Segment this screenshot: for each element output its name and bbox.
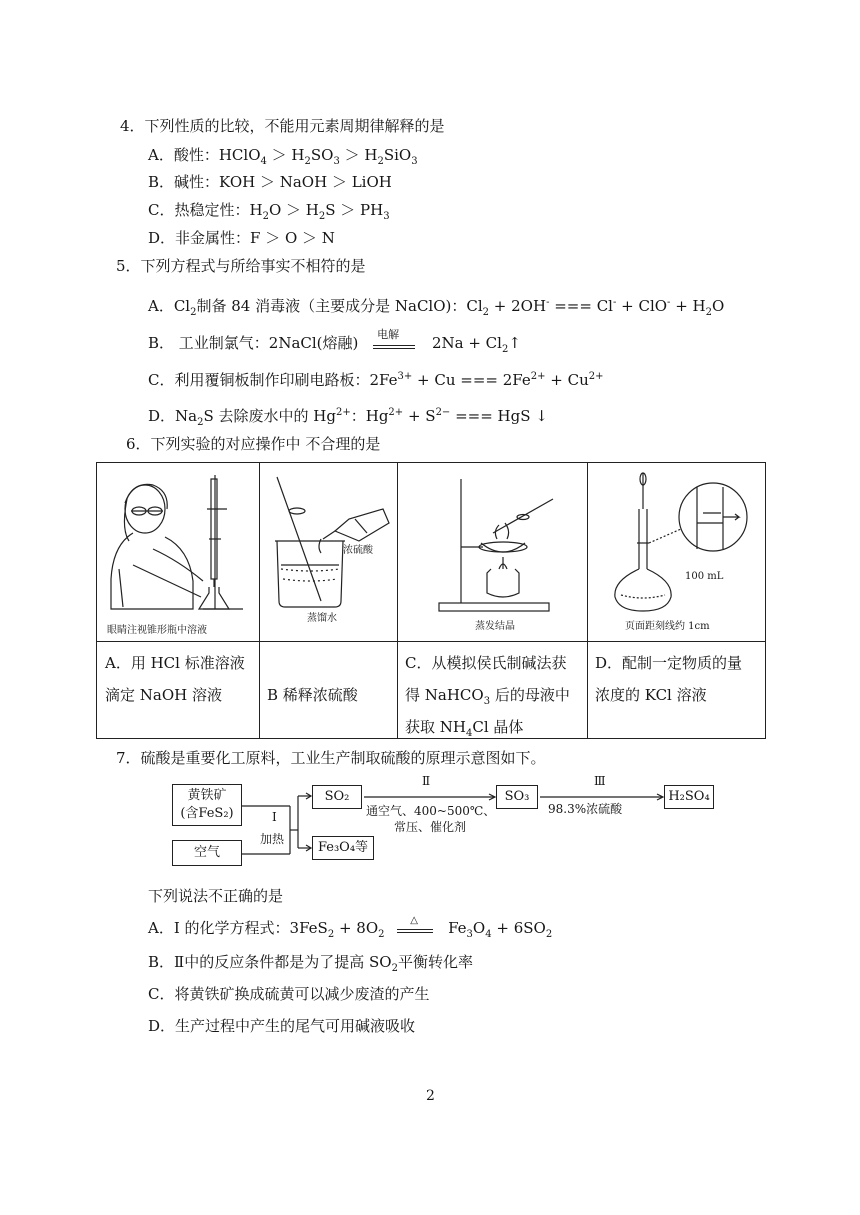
- table-divider: [259, 463, 260, 738]
- dilution-illustration: [263, 469, 393, 629]
- electrolysis-arrow: 电解: [371, 334, 419, 354]
- flow-step-2-condition-1: 通空气、400~500℃、: [366, 804, 496, 818]
- q6-option-d: D．配制一定物质的量 浓度的 KCl 溶液: [595, 654, 743, 704]
- caption-evaporation: 蒸发结晶: [475, 621, 515, 632]
- flow-step-3: Ⅲ: [594, 774, 606, 788]
- flow-step-1-condition: 加热: [260, 832, 285, 846]
- q7-option-c: C．将黄铁矿换成硫黄可以减少废渣的产生: [148, 985, 430, 1003]
- caption-conc-sulfuric-acid: 浓硫酸: [343, 545, 373, 556]
- flow-box-pyrite: 黄铁矿 (含FeS₂): [172, 784, 242, 826]
- evaporation-illustration: [403, 469, 583, 619]
- q4-stem: 4．下列性质的比较，不能用元素周期律解释的是: [120, 117, 445, 135]
- flow-box-so2: SO₂: [312, 785, 362, 809]
- flow-step-1: I: [272, 810, 277, 824]
- q6-option-a: A．用 HCl 标准溶液 滴定 NaOH 溶液: [105, 654, 245, 704]
- q6-option-c: C．从模拟侯氏制碱法获 得 NaHCO$_3$ 后的母液中 获取 $NH_4Cl$ 晶体: [405, 654, 570, 739]
- flow-arrows: [240, 780, 720, 870]
- flow-box-air: 空气: [172, 840, 242, 866]
- titration-illustration: [103, 469, 253, 619]
- q7-option-b: B．Ⅱ中的反应条件都是为了提高 $SO_2$平衡转化率: [148, 953, 473, 974]
- table-divider: [397, 463, 398, 738]
- caption-distilled-water: 蒸馏水: [307, 613, 337, 624]
- flow-box-h2so4: H₂SO₄: [664, 785, 714, 809]
- q6-table: [96, 462, 766, 739]
- caption-100ml: 100 mL: [685, 571, 724, 582]
- table-divider: [97, 641, 765, 642]
- flow-step-2-condition-2: 常压、催化剂: [394, 820, 467, 834]
- q6-option-b: B 稀释浓硫酸: [267, 686, 358, 704]
- q4-option-d: D．非金属性：F ＞ O ＞ N: [148, 229, 335, 247]
- flow-box-so3: SO₃: [496, 785, 538, 809]
- flow-step-2: Ⅱ: [422, 774, 431, 788]
- q6-stem: 6．下列实验的对应操作中 不合理的是: [126, 435, 381, 453]
- q5-option-c: C．利用覆铜板制作印刷电路板：$2Fe^{3+} + Cu$ === $2Fe^{2+} + Cu^{2+}$: [148, 371, 604, 389]
- volumetric-flask-illustration: [591, 469, 763, 619]
- page-number: 2: [426, 1088, 435, 1104]
- q4-option-c: C．热稳定性：$H_2O > H_2S > PH_3$: [148, 201, 390, 222]
- q5-stem: 5．下列方程式与所给事实不相符的是: [116, 257, 366, 275]
- table-divider: [587, 463, 588, 738]
- flow-step-3-condition: 98.3%浓硫酸: [548, 802, 623, 816]
- caption-distance-to-mark: 页面距刻线约 1cm: [625, 621, 710, 632]
- q5-option-b: B． 工业制氯气：2NaCl(熔融) 电解 $2Na + Cl_2↑$: [148, 328, 521, 355]
- q7-stem: 7．硫酸是重要化工原料，工业生产制取硫酸的原理示意图如下。: [116, 749, 546, 767]
- q4-option-b: B．碱性：KOH ＞ NaOH ＞ LiOH: [148, 173, 392, 191]
- flow-box-fe3o4: Fe₃O₄等: [312, 836, 374, 860]
- caption-titration: 眼睛注视锥形瓶中溶液: [107, 625, 207, 636]
- q7-option-d: D．生产过程中产生的尾气可用碱液吸收: [148, 1017, 416, 1035]
- q4-option-a: A．酸性：HClO$_4$ ＞ $H_2SO_3 > H_2SiO_3$: [148, 146, 418, 167]
- q7-question: 下列说法不正确的是: [148, 887, 284, 905]
- q5-option-d: D．$Na_2S$ 去除废水中的 $Hg^{2+}$：$Hg^{2+} + S^{2-}$ === HgS ↓: [148, 407, 548, 428]
- heating-arrow: △: [395, 919, 437, 939]
- q7-option-a: A．I 的化学方程式：$3FeS_2 + 8O_2$ △ $Fe_3O_4 + 6SO_2$: [148, 915, 553, 940]
- q5-option-a: A．$Cl_2$制备 84 消毒液（主要成分是 NaClO)：$Cl_2 + 2OH^-$ === $Cl^- + ClO^- + H_2O$: [148, 297, 725, 318]
